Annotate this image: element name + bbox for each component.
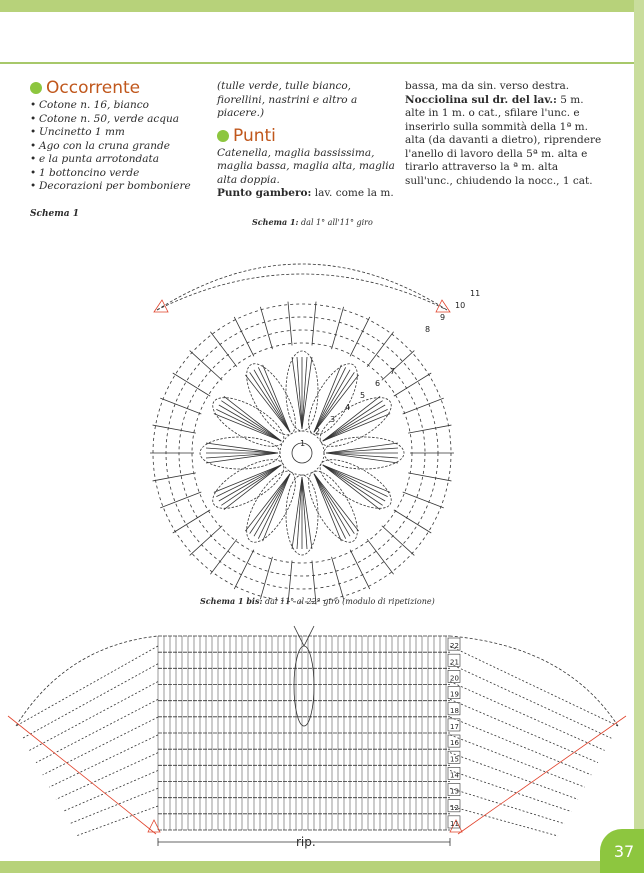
petal-stitch [302, 357, 312, 429]
nocciolina-text: 5 m. alte in 1 m. o cat., sfilare l'unc. e inserirlo sulla sommità della 1ª m. alta (da davanti a dietro), riprendere l'anello di lavoro della 5ª m. alta e tirarlo attraverso la ª m. alta sull'unc., chiudendo la nocc., 1 cat. [405, 93, 602, 187]
outer-stitch [403, 492, 444, 508]
petal-stitch [206, 453, 278, 458]
outer-stitch [403, 398, 444, 414]
outer-stitch [160, 492, 201, 508]
gambero-text: lav. come la m. [311, 187, 394, 199]
gambero-paragraph [217, 187, 395, 201]
petal-stitch [219, 405, 281, 441]
petal-stitch [206, 453, 278, 463]
petal-stitch [302, 477, 312, 549]
schema1-caption: Schema 1: dal 1° all'11° giro [252, 217, 373, 227]
material-item: • Decorazioni per bomboniere [30, 180, 210, 194]
bullet-dot-icon [30, 82, 42, 94]
material-item: • 1 bottoncino verde [30, 167, 210, 181]
outer-stitch [382, 351, 415, 381]
nocciolina-paragraph [405, 94, 605, 189]
petal-stitch [323, 465, 385, 501]
petal-stitch [254, 474, 290, 536]
outer-stitch [350, 317, 370, 356]
stitches-text: Catenella, maglia bassissima, maglia bassa, maglia alta, maglia alta doppia. [217, 146, 395, 186]
outer-stitch [260, 307, 272, 349]
petal-stitch [302, 477, 307, 549]
schema1bis-caption: Schema 1 bis: dal 11° al 22° giro (modulo di ripetizione) [200, 596, 435, 606]
bottom-band [0, 861, 644, 873]
row-number: 15 [450, 755, 459, 764]
header-rule [0, 62, 634, 64]
material-item: • e la punta arrotondata [30, 153, 210, 167]
repeat-label: rip. [296, 835, 316, 849]
stitches-column [217, 80, 395, 201]
round-number: 8 [425, 325, 431, 334]
row-number: 22 [450, 642, 459, 651]
petal [299, 357, 367, 442]
petal-stitch [216, 405, 281, 445]
petal-stitch [216, 461, 281, 501]
row-number: 20 [450, 674, 459, 683]
outer-stitch [190, 526, 223, 556]
petal-stitch [214, 405, 281, 450]
outer-stitch [153, 425, 196, 433]
petal-stitch [323, 405, 388, 445]
row-number: 13 [450, 787, 459, 796]
outer-stitch [210, 332, 237, 367]
petal-stitch [254, 474, 294, 539]
materials-column [30, 78, 210, 194]
outer-stitch [367, 539, 394, 574]
petal [200, 437, 280, 469]
right-fan-stitch [450, 735, 585, 787]
right-fan-stitch [450, 682, 605, 751]
schema1-doily-diagram [132, 228, 481, 578]
outer-round [153, 304, 451, 602]
material-item: • Cotone n. 50, verde acqua [30, 113, 210, 127]
left-fan-stitch [49, 735, 158, 787]
outer-stitch [394, 510, 431, 533]
petal-stitch [326, 453, 398, 458]
left-fan-stitch [76, 806, 158, 836]
petal [286, 351, 318, 431]
round-number: 2 [315, 427, 321, 436]
page-number: 37 [600, 829, 644, 873]
petal-stitch [326, 453, 398, 463]
left-fan-stitch [63, 770, 158, 811]
outer-stitch [394, 373, 431, 396]
outer-stitch [160, 398, 201, 414]
material-item: • Uncinetto 1 mm [30, 126, 210, 140]
right-fan-stitch [450, 788, 565, 824]
round-number: 7 [390, 367, 396, 376]
row-number: 19 [450, 690, 459, 699]
petal-stitch [206, 448, 278, 453]
left-fan-stitch [43, 717, 158, 775]
outer-stitch [173, 510, 210, 533]
outer-stitch [408, 425, 451, 433]
row-number: 14 [450, 771, 459, 780]
round-number: 6 [375, 379, 381, 388]
petal-stitch [254, 367, 294, 432]
row-number: 21 [450, 658, 459, 667]
nocciolina-label: Nocciolina sul dr. del lav.: [405, 93, 557, 106]
left-fan-stitch [23, 664, 158, 738]
round-number: 5 [360, 391, 366, 400]
fan-artwork [8, 626, 626, 846]
row-number: 11 [450, 820, 459, 828]
petal-stitch [292, 357, 302, 429]
outer-stitch [234, 317, 254, 356]
petal-stitch [323, 456, 390, 501]
top-fan-arc [157, 264, 447, 310]
red-marker [154, 300, 168, 312]
gambero-label: Punto gambero: [217, 187, 312, 199]
right-fan-stitch [450, 699, 598, 762]
left-fan-stitch [69, 788, 158, 824]
right-fan-stitch [450, 803, 558, 836]
left-fan-stitch [16, 646, 158, 726]
petal [299, 464, 367, 549]
outer-stitch [288, 302, 292, 346]
petal-stitch [310, 474, 350, 539]
outer-stitch [312, 302, 316, 346]
outer-stitch [408, 473, 451, 481]
petal [206, 388, 291, 456]
schema1-label: Schema 1 [30, 209, 79, 219]
petal-stitch [302, 357, 307, 429]
outer-stitch [153, 473, 196, 481]
petal-stitch [297, 357, 302, 429]
petal [313, 450, 398, 518]
petal-stitch [297, 477, 302, 549]
red-guide [458, 716, 626, 834]
outer-stitch [332, 307, 344, 349]
round-number: 3 [330, 415, 336, 424]
row-number: 12 [450, 803, 459, 812]
round-ring [280, 431, 324, 475]
material-item: • Cotone n. 16, bianco [30, 99, 210, 113]
petal [237, 464, 305, 549]
petal-stitch [254, 474, 299, 541]
petal [237, 357, 305, 442]
right-fan-stitch [450, 664, 611, 738]
petal-stitch [254, 370, 290, 432]
right-fan-stitch [450, 770, 571, 811]
right-fan-stitch [450, 717, 591, 775]
petal-stitch [326, 448, 398, 453]
round-number: 4 [345, 403, 351, 412]
row-number: 17 [450, 723, 459, 731]
outer-stitch [367, 332, 394, 367]
round-number: 1 [300, 439, 306, 448]
row-number: 18 [450, 706, 459, 715]
instructions-column [405, 80, 605, 188]
column3-lead: bassa, ma da sin. verso destra. [405, 80, 570, 92]
petal-stitch [326, 443, 398, 453]
materials-title: Occorrente [30, 78, 210, 98]
stitches-title: Punti [217, 126, 395, 146]
petal [206, 450, 291, 518]
round-number: 10 [455, 301, 466, 310]
right-fan-edge [450, 636, 618, 726]
left-fan-stitch [29, 682, 158, 751]
petal [286, 475, 318, 555]
petal-stitch [219, 465, 281, 501]
left-fan-edge [16, 636, 158, 726]
petal-stitch [314, 474, 350, 536]
petal-stitch [292, 477, 302, 549]
petal [324, 437, 404, 469]
materials-continuation: (tulle verde, tulle bianco, fiorellini, nastrini e altro a piacere.) [217, 80, 358, 119]
outer-stitch [382, 526, 415, 556]
outer-stitch [173, 373, 210, 396]
materials-list [30, 99, 210, 194]
petal-stitch [305, 365, 350, 432]
petal [313, 388, 398, 456]
schema1bis-fan-diagram [6, 606, 628, 846]
top-fan-arc-inner [157, 274, 447, 310]
doily-artwork [150, 264, 454, 604]
butterfly-body [294, 646, 314, 726]
right-fan-stitch [450, 646, 618, 726]
bullet-dot-icon [217, 130, 229, 142]
round-number: 9 [440, 313, 446, 322]
row-number: 16 [450, 739, 459, 748]
red-guide [8, 716, 156, 834]
round-number: 11 [470, 289, 481, 298]
petal-stitch [323, 461, 388, 501]
petal-stitch [206, 443, 278, 453]
material-item: • Ago con la cruna grande [30, 140, 210, 154]
